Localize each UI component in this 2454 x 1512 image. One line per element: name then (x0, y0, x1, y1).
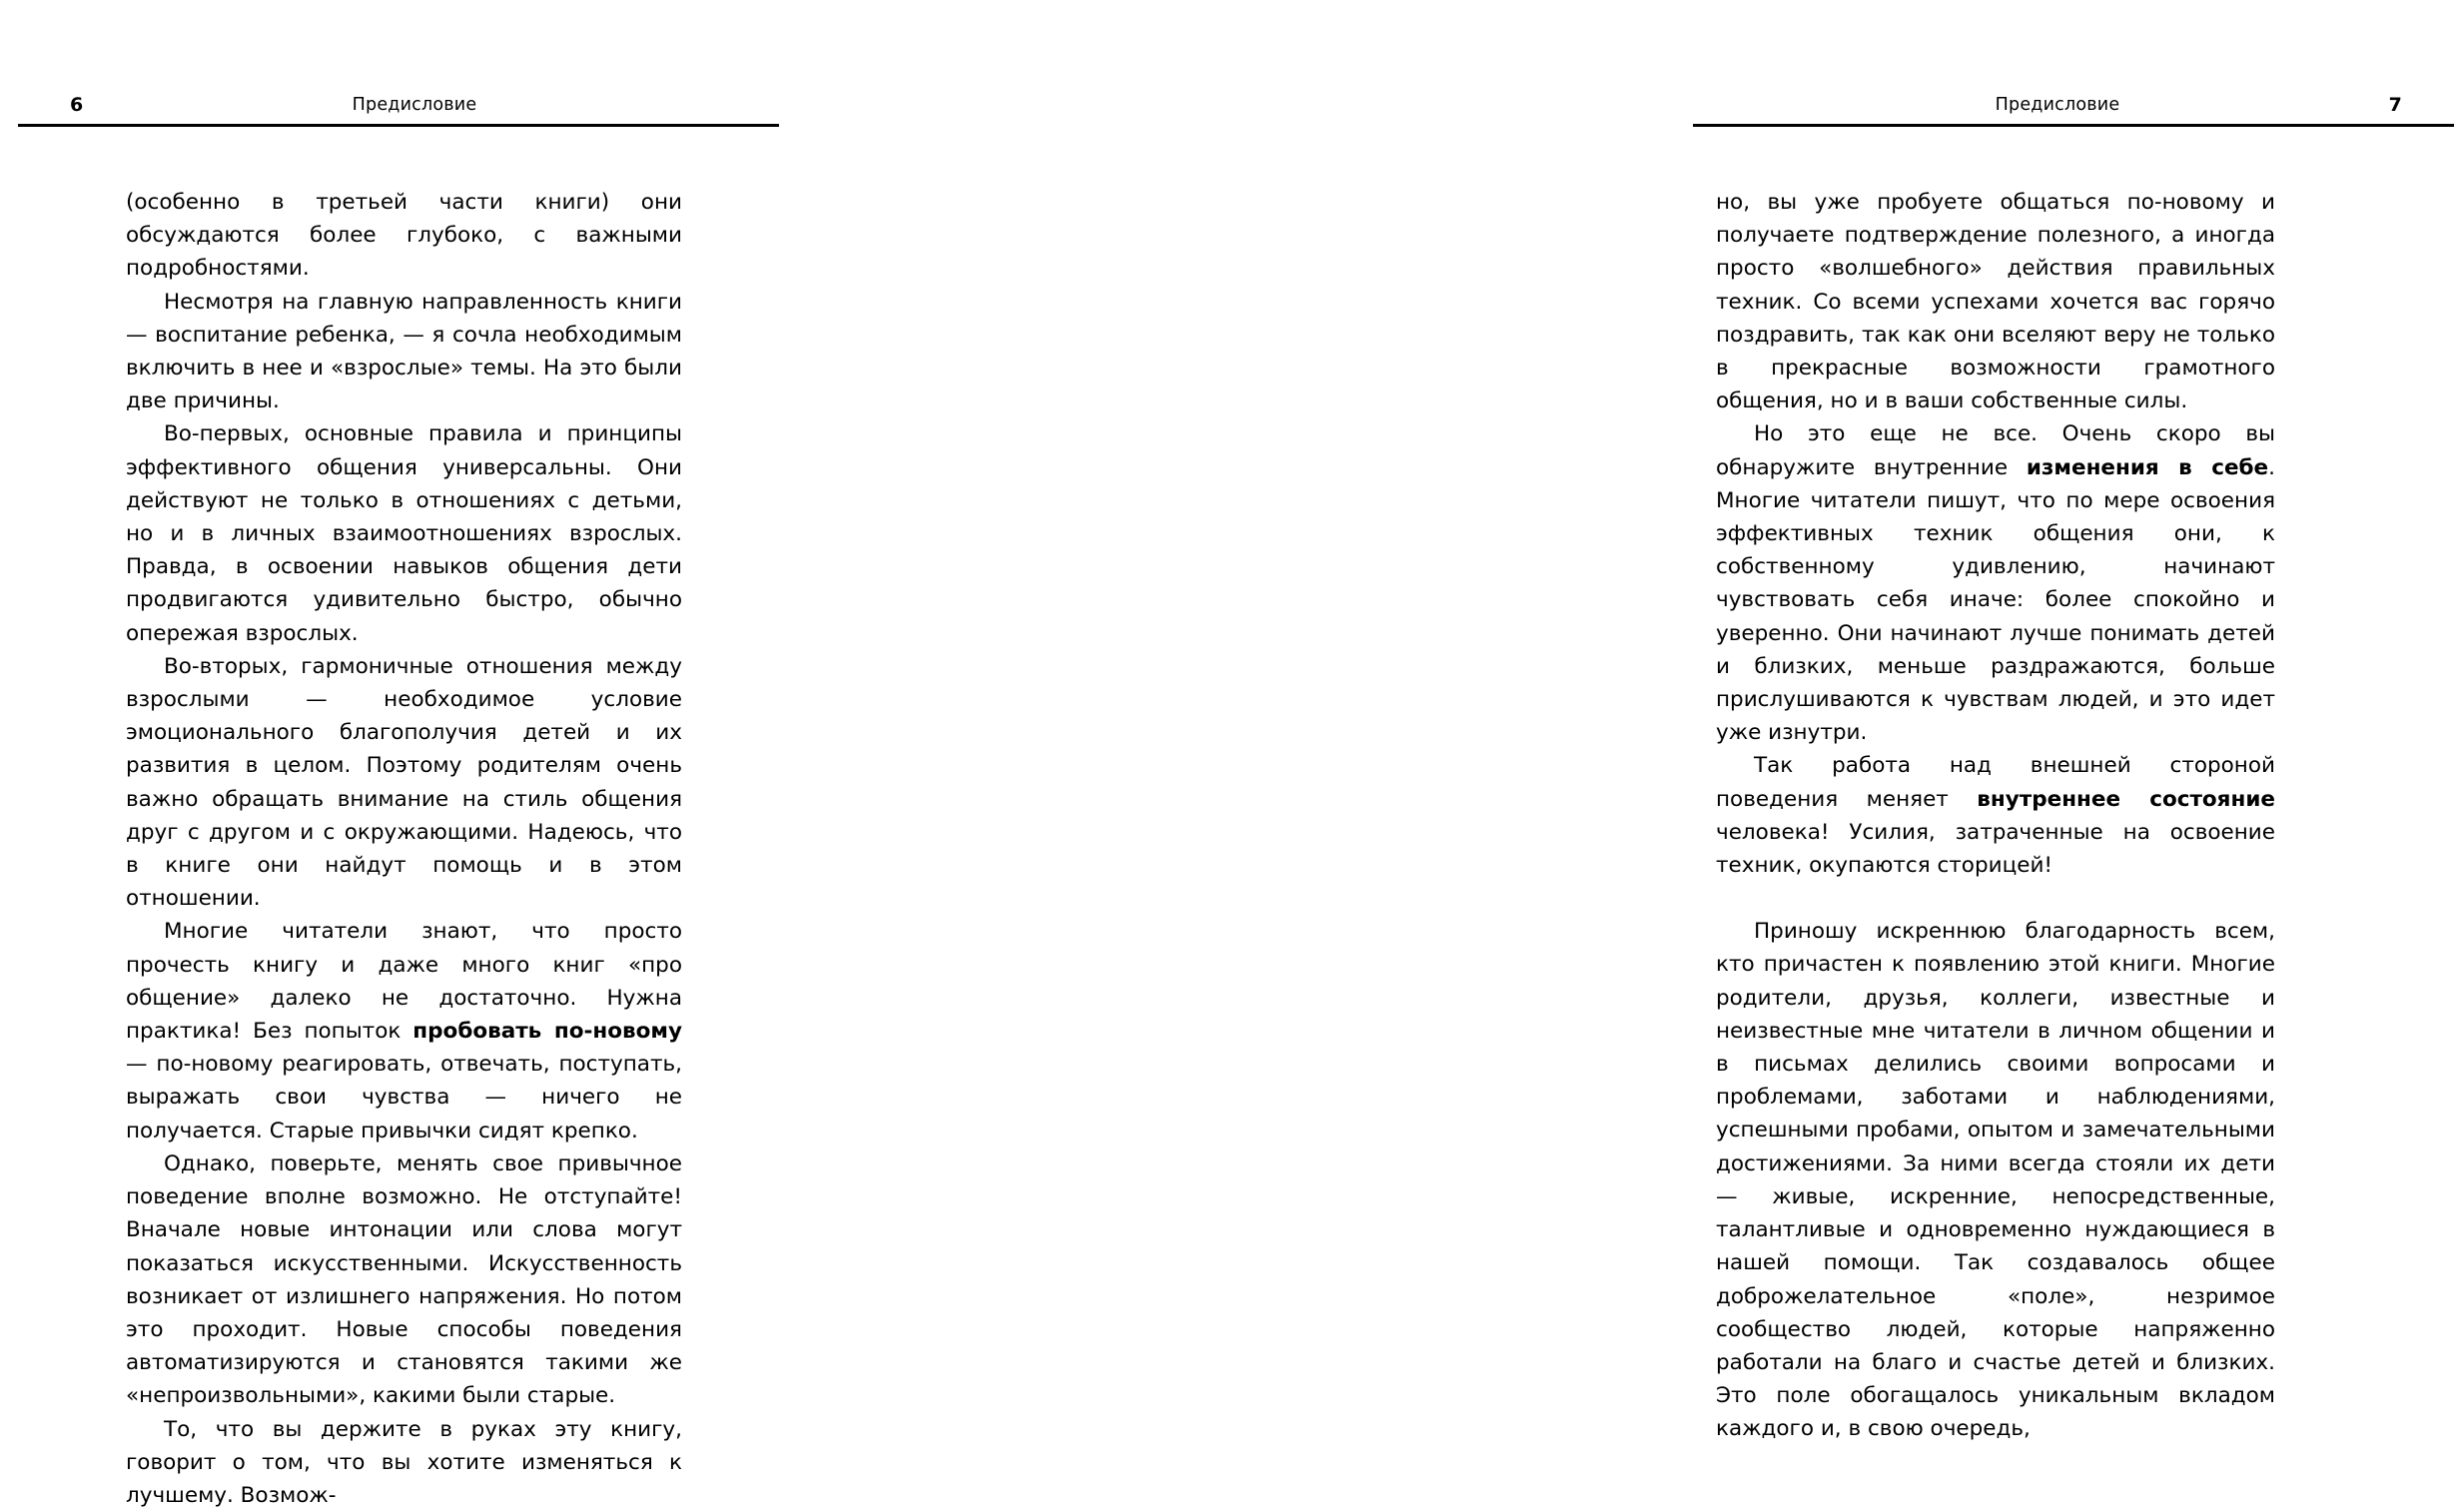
body-text: . Многие читатели пишут, что по мере освоения эффективных техник общения они, к собственному удивлению, начинают чувствовать себя иначе: более спокойно и уверенно. Они начинают лучше понимать детей и близких, меньше раздражаются, больше прислушиваются к чувствам людей, и это идет уже изнутри. (1716, 454, 2275, 746)
paragraph: То, что вы держите в руках эту книгу, говорит о том, что вы хотите изменяться к лучшему. Возмож- (126, 1416, 682, 1508)
running-title-left: Предисловие (352, 95, 477, 115)
body-text-left (126, 186, 682, 1512)
paragraph-with-emphasis (126, 915, 682, 1146)
header-rule-right (1693, 124, 2454, 127)
paragraph: Однако, поверьте, менять свое привычное поведение вполне возможно. Не отступайте! Вначале новые интонации или слова могут показаться искусственными. Искусственность возникает от излишнего напряжения. Но потом это проходит. Новые способы поведения автоматизируются и становятся такими же «непроизвольными», какими были старые. (126, 1150, 682, 1409)
paragraph: Несмотря на главную направленность книги — воспитание ребенка, — я сочла необходимым включить в нее и «взрослые» темы. На это были две причины. (126, 289, 682, 414)
running-head-left (70, 88, 759, 122)
page-number-left: 6 (70, 94, 84, 116)
page-right (824, 0, 2402, 1442)
emphasis-text: внутреннее состояние (1977, 786, 2275, 812)
body-text: Но это еще не все. Очень скоро вы обнаружите внутренние (1716, 421, 2275, 480)
paragraph-with-emphasis (1716, 417, 2275, 749)
paragraph: (особенно в третьей части книги) они обсуждаются более глубоко, с важными подробностями. (126, 190, 682, 282)
paragraph-with-emphasis (1716, 749, 2275, 882)
paragraph: Во-первых, основные правила и принципы эффективного общения универсальны. Они действуют не только в отношениях с детьми, но и в личных взаимоотношениях взрослых. Правда, в освоении навыков общения дети продвигаются удивительно быстро, обычно опережая взрослых. (126, 421, 682, 646)
body-text: человека! Усилия, затраченные на освоение техник, окупаются сторицей! (1716, 819, 2275, 879)
page-left (0, 0, 824, 1508)
paragraph: Приношу искреннюю благодарность всем, кто причастен к появлению этой книги. Многие родители, друзья, коллеги, известные и неизвестные мне читатели в личном общении и в письмах делились своими вопросами и проблемами, заботами и наблюдениями, успешными пробами, опытом и замечательными достижениями. За ними всегда стояли их дети — живые, искренние, непосредственные, талантливые и одновременно нуждающиеся в нашей помощи. Так создавалось общее доброжелательное «поле», незримое сообщество людей, которые напряженно работали на благо и счастье детей и близких. Это поле обогащалось уникальным вкладом каждого и, в свою очередь, (1716, 919, 2275, 1442)
body-text: Так работа над внешней стороной поведения меняет (1716, 753, 2275, 812)
paragraph: но, вы уже пробуете общаться по-новому и получаете подтверждение полезного, а иногда просто «волшебного» действия правильных техник. Со всеми успехами хочется вас горячо поздравить, так как они вселяют веру не только в прекрасные возможности грамотного общения, но и в ваши собственные силы. (1716, 190, 2275, 414)
page-number-right: 7 (2388, 94, 2402, 116)
body-text-right (1716, 186, 2275, 1446)
running-title-right: Предисловие (1995, 95, 2120, 115)
running-head-right (1713, 88, 2402, 122)
body-text: Многие читатели знают, что просто прочесть книгу и даже много книг «про общение» далеко не достаточно. Нужна практика! Без попыток (126, 919, 682, 1045)
emphasis-text: пробовать по-новому (412, 1019, 682, 1045)
emphasis-text: изменения в себе (2026, 454, 2269, 480)
paragraph: Во-вторых, гармоничные отношения между взрослыми — необходимое условие эмоционального благополучия детей и их развития в целом. Поэтому родителям очень важно обращать внимание на стиль общения друг с другом и с окружающими. Надеюсь, что в книге они найдут помощь и в этом отношении. (126, 653, 682, 912)
header-rule-left (18, 124, 779, 127)
body-text: — по-новому реагировать, отвечать, поступать, выражать свои чувства — ничего не получается. Старые привычки сидят крепко. (126, 1052, 682, 1143)
